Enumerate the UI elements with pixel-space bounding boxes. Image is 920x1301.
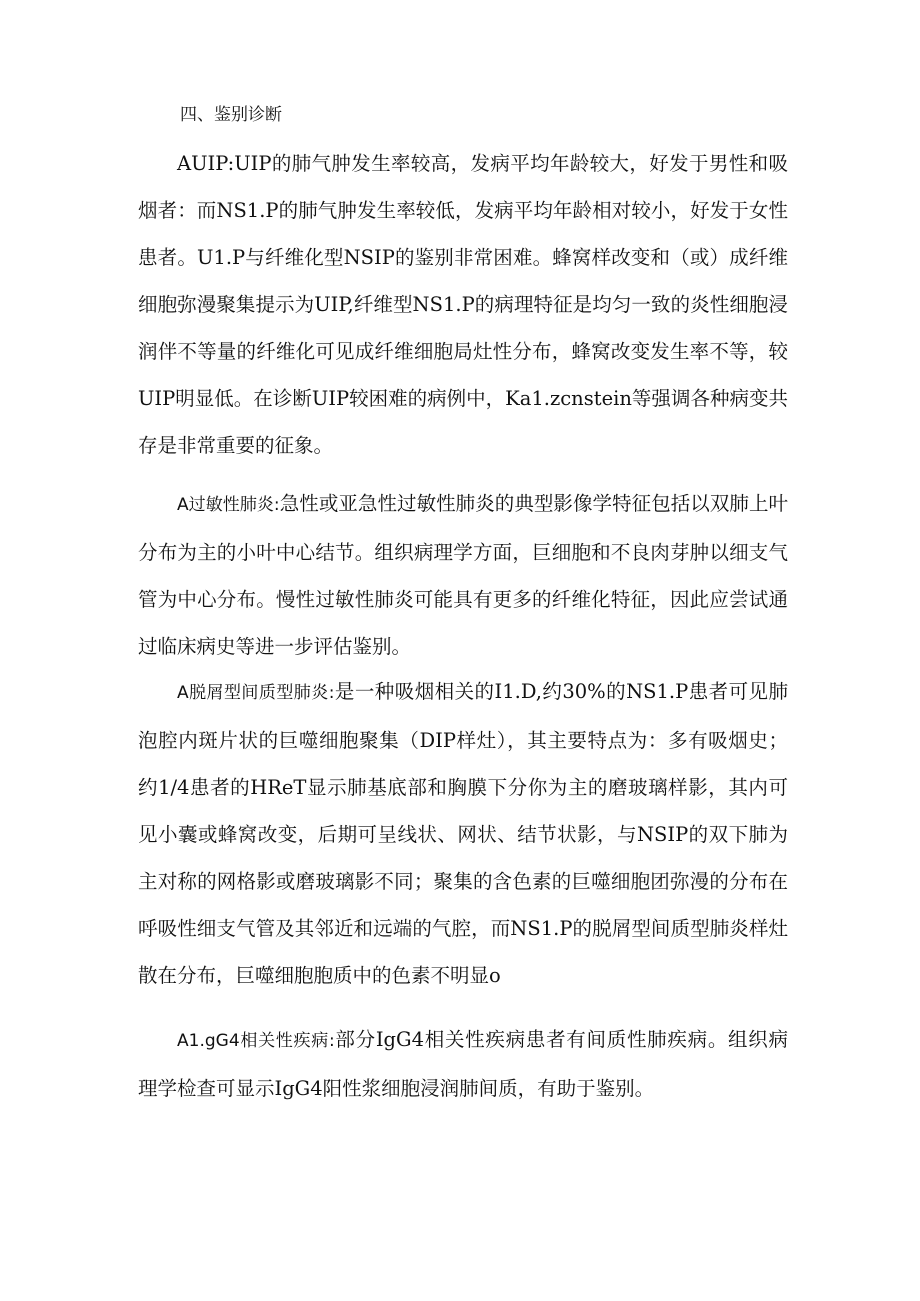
paragraph-desquamative-interstitial-pneumonia <box>138 668 788 999</box>
paragraph-text: 是一种吸烟相关的I1.D,约30%的NS1.P患者可见肺泡腔内斑片状的巨噬细胞聚集（DIP样灶），其主要特点为：多有吸烟史；约1/4患者的HReT显示肺基底部和胸膜下分你为主的磨玻璃样影，其内可见小囊或蜂窝改变，后期可呈线状、网状、结节状影，与NSIP的双下肺为主对称的网格影或磨玻璃影不同；聚集的含色素的巨噬细胞团弥漫的分布在呼吸性细支气管及其邻近和远端的气腔，而NS1.P的脱屑型间质型肺炎样灶散在分布，巨噬细胞胞质中的色素不明显o <box>138 680 789 987</box>
paragraph-text: 急性或亚急性过敏性肺炎的典型影像学特征包括以双肺上叶分布为主的小叶中心结节。组织病理学方面，巨细胞和不良肉芽肿以细支气管为中心分布。慢性过敏性肺炎可能具有更多的纤维化特征，因此应尝试通过临床病史等进一步评估鉴别。 <box>138 492 788 658</box>
paragraph-hypersensitivity-pneumonitis <box>138 480 788 670</box>
paragraph-lead: A1.gG4相关性疾病: <box>177 1031 335 1051</box>
paragraph-lead: A过敏性肺炎: <box>177 495 280 515</box>
section-heading: 四、鉴别诊断 <box>180 105 282 125</box>
paragraph-uip-comparison <box>138 140 788 469</box>
paragraph-lead: A脱屑型间质型肺炎: <box>177 683 335 703</box>
paragraph-text: 部分IgG4相关性疾病患者有间质性肺疾病。组织病理学检查可显示IgG4阳性浆细胞浸润肺间质，有助于鉴别。 <box>138 1028 788 1100</box>
paragraph-text: AUIP:UIP的肺气肿发生率较高，发病平均年龄较大，好发于男性和吸烟者：而NS1.P的肺气肿发生率较低，发病平均年龄相对较小，好发于女性患者。U1.P与纤维化型NSIP的鉴别非常困难。蜂窝样改变和（或）成纤维细胞弥漫聚集提示为UIP,纤维型NS1.P的病理特征是均匀一致的炎性细胞浸润伴不等量的纤维化可见成纤维细胞局灶性分布，蜂窝改变发生率不等，较UIP明显低。在诊断UIP较困难的病例中，Ka1.zcnstein等强调各种病变共存是非常重要的征象。 <box>138 152 788 457</box>
paragraph-igg4-related-disease <box>138 1016 788 1112</box>
